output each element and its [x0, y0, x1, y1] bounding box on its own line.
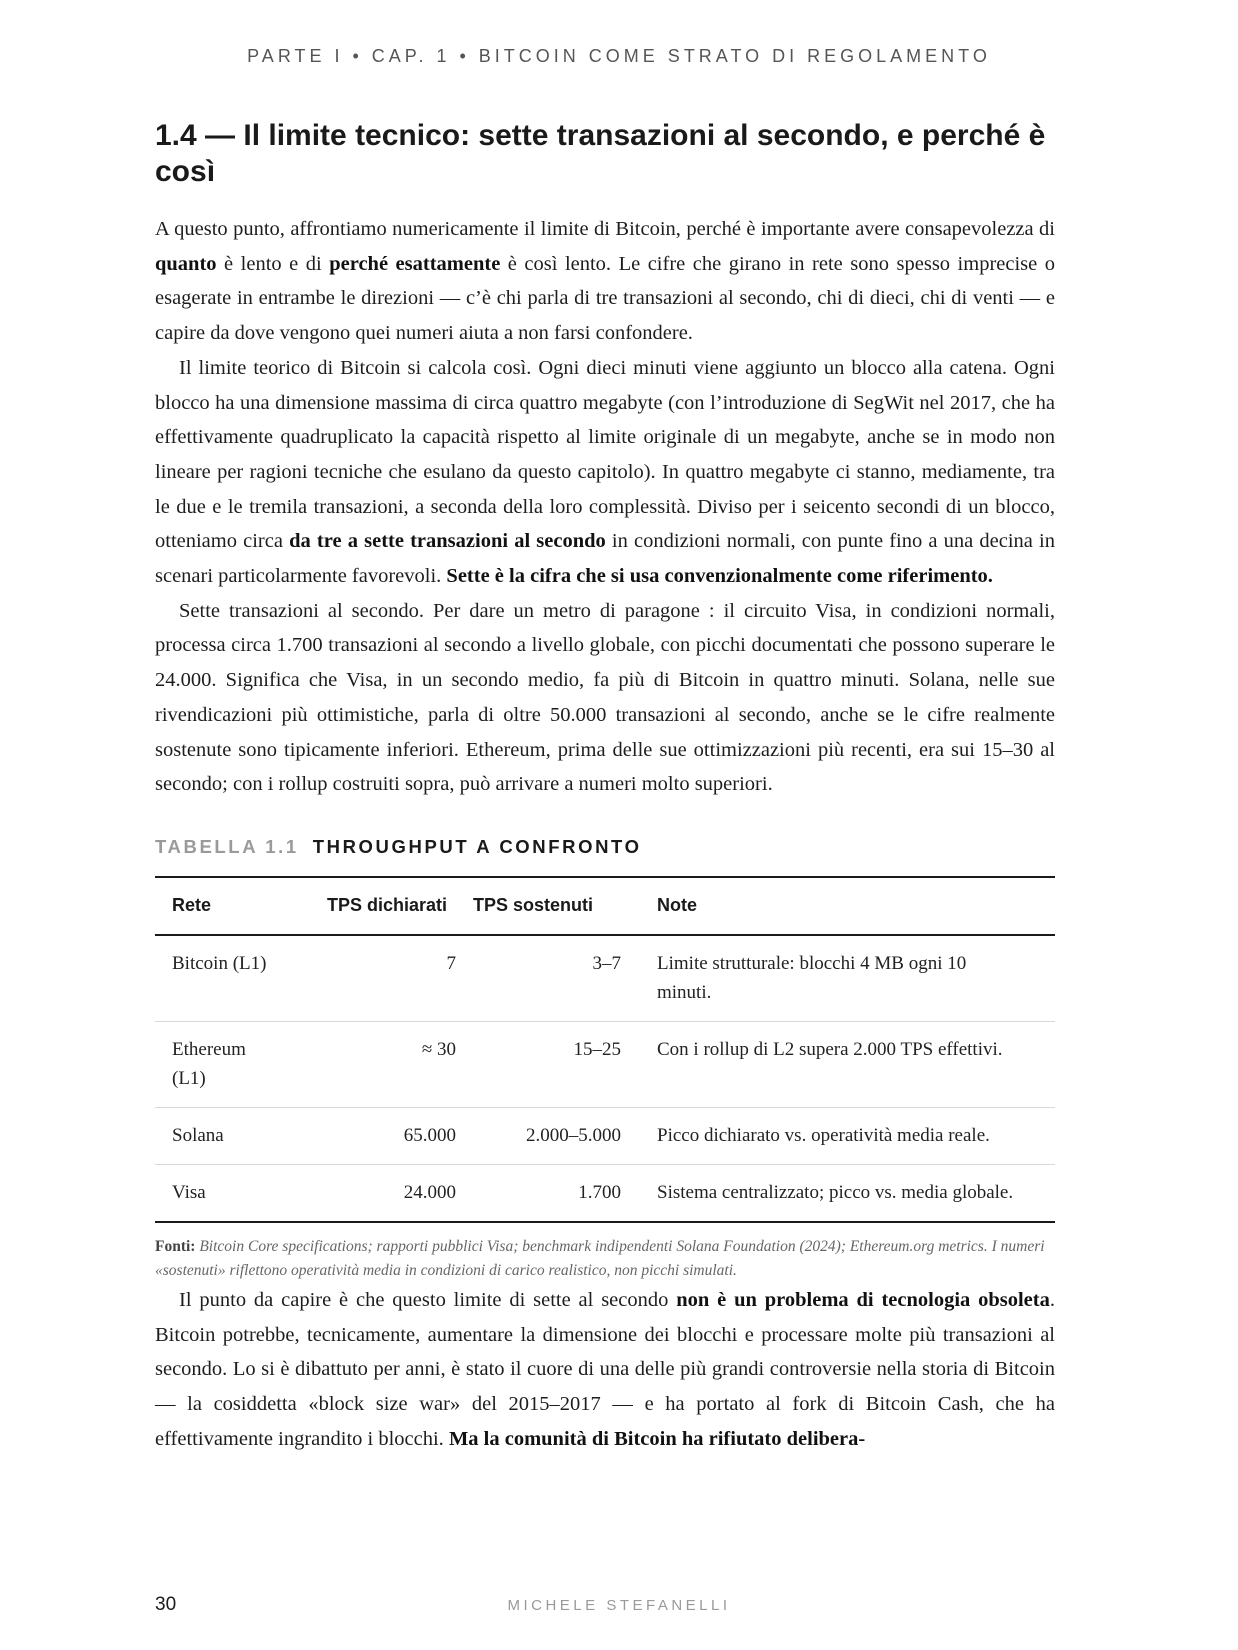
- cell-rete: Solana: [155, 1107, 310, 1164]
- header-tps-dichiarati: TPS dichiarati: [310, 877, 456, 935]
- text-run: . Bitcoin potrebbe, tecnicamente, aumentare la dimensione dei blocchi e processare molte più transazioni al secondo. Lo si è dibattuto per anni, è stato il cuore di una delle più grandi controversie nella storia di Bitcoin — la cosiddetta «block size war» del 2015–2017 — e ha portato al fork di Bitcoin Cash, che ha effettivamente ingrandito i blocchi.: [155, 1288, 1055, 1450]
- paragraph-comparison: [155, 594, 1055, 802]
- cell-tps-sostenuti: 3–7: [456, 935, 621, 1022]
- text-run: Il limite teorico di Bitcoin si calcola così. Ogni dieci minuti viene aggiunto un blocco alla catena. Ogni blocco ha una dimensione massima di circa quattro megabyte (con l’introduzione di SegWit nel 2017, che ha effettivamente quadruplicato la capacità rispetto al limite originale di un megabyte, anche se in modo non lineare per ragioni tecniche che esulano da questo capitolo). In quattro megabyte ci stanno, mediamente, tra le due e le tremila transazioni, a seconda della loro complessità. Diviso per i seicento secondi di un blocco, otteniamo circa: [155, 356, 1055, 553]
- paragraph-theoretical-limit: [155, 351, 1055, 594]
- bold-text: perché esattamente: [329, 252, 501, 275]
- bold-text: quanto: [155, 252, 217, 275]
- author-footer: MICHELE STEFANELLI: [507, 1597, 731, 1614]
- text-run: è lento e di: [216, 252, 330, 275]
- paragraph-not-obsolete: [155, 1283, 1055, 1457]
- cell-tps-dichiarati: 65.000: [310, 1107, 456, 1164]
- text-run: A questo punto, affrontiamo numericamente il limite di Bitcoin, perché è importante avere consapevolezza di: [155, 218, 1055, 240]
- table-caption: [155, 836, 1055, 858]
- table-row: [155, 1107, 1055, 1164]
- running-head: PARTE I • CAP. 1 • BITCOIN COME STRATO DI REGOLAMENTO: [247, 46, 991, 66]
- cell-note: Con i rollup di L2 supera 2.000 TPS effettivi.: [621, 1021, 1055, 1107]
- cell-tps-dichiarati: 24.000: [403, 1181, 456, 1203]
- table-sources: [155, 1235, 1055, 1283]
- table-header-row: [155, 877, 1055, 935]
- bold-text: Sette è la cifra che si usa convenzionalmente come riferimento.: [446, 565, 993, 588]
- paragraph-intro: [155, 212, 1055, 351]
- cell-tps-dichiarati: 7: [310, 935, 456, 1022]
- bold-text: da tre a sette transazioni al secondo: [289, 530, 606, 553]
- text-run: in condizioni normali, con punte fino a una decina in scenari particolarmente favorevoli.: [155, 530, 1055, 588]
- cell-rete: Bitcoin (L1): [155, 935, 310, 1022]
- table-row: [155, 935, 1055, 1022]
- page-number: 30: [155, 1594, 177, 1615]
- page-content: [155, 118, 1055, 1456]
- throughput-table: [155, 876, 1055, 1223]
- sources-label: Fonti:: [155, 1237, 196, 1255]
- table-row: [155, 1164, 1055, 1222]
- cell-tps-sostenuti: 2.000–5.000: [456, 1107, 621, 1164]
- cell-tps-sostenuti: 15–25: [456, 1021, 621, 1107]
- cell-note: Limite strutturale: blocchi 4 MB ogni 10 minuti.: [621, 935, 1055, 1022]
- cell-note: Sistema centralizzato; picco vs. media globale.: [657, 1181, 1014, 1203]
- cell-note: Picco dichiarato vs. operatività media reale.: [621, 1107, 1055, 1164]
- section-title: 1.4 — Il limite tecnico: sette transazioni al secondo, e perché è così: [155, 119, 1046, 188]
- header-tps-sostenuti: TPS sostenuti: [456, 877, 621, 935]
- text-run: Il punto da capire è che questo limite di sette al secondo: [179, 1288, 677, 1311]
- table-row: [155, 1021, 1055, 1107]
- cell-tps-sostenuti: 1.700: [578, 1181, 621, 1203]
- bold-text: Ma la comunità di Bitcoin ha rifiutato delibera-: [448, 1427, 866, 1450]
- cell-rete: Visa: [172, 1181, 206, 1203]
- table-number: TABELLA 1.1: [155, 835, 299, 857]
- sources-text: Bitcoin Core specifications; rapporti pubblici Visa; benchmark indipendenti Solana Foundation (2024); Ethereum.org metrics. I numeri «sostenuti» riflettono operatività media in condizioni di carico realistico, non picchi simulati.: [155, 1237, 1045, 1279]
- header-note: Note: [621, 877, 1055, 935]
- bold-text: non è un problema di tecnologia obsoleta: [676, 1288, 1050, 1311]
- cell-rete: Ethereum (L1): [155, 1021, 310, 1107]
- cell-tps-dichiarati: ≈ 30: [310, 1021, 456, 1107]
- header-rete: Rete: [155, 877, 310, 935]
- text-run: Sette transazioni al secondo. Per dare un metro di paragone : il circuito Visa, in condizioni normali, processa circa 1.700 transazioni al secondo a livello globale, con picchi documentati che possono superare le 24.000. Significa che Visa, in un secondo medio, fa più di Bitcoin in quattro minuti. Solana, nelle sue rivendicazioni più ottimistiche, parla di oltre 50.000 transazioni al secondo, anche se le cifre realmente sostenute sono tipicamente inferiori. Ethereum, prima delle sue ottimizzazioni più recenti, era sui 15–30 al secondo; con i rollup costruiti sopra, può arrivare a numeri molto superiori.: [155, 599, 1055, 796]
- text-run: è così lento. Le cifre che girano in rete sono spesso imprecise o esagerate in entrambe le direzioni — c’è chi parla di tre transazioni al secondo, chi di dieci, chi di venti — e capire da dove vengono quei numeri aiuta a non farsi confondere.: [155, 252, 1056, 345]
- table-title: THROUGHPUT A CONFRONTO: [312, 835, 642, 857]
